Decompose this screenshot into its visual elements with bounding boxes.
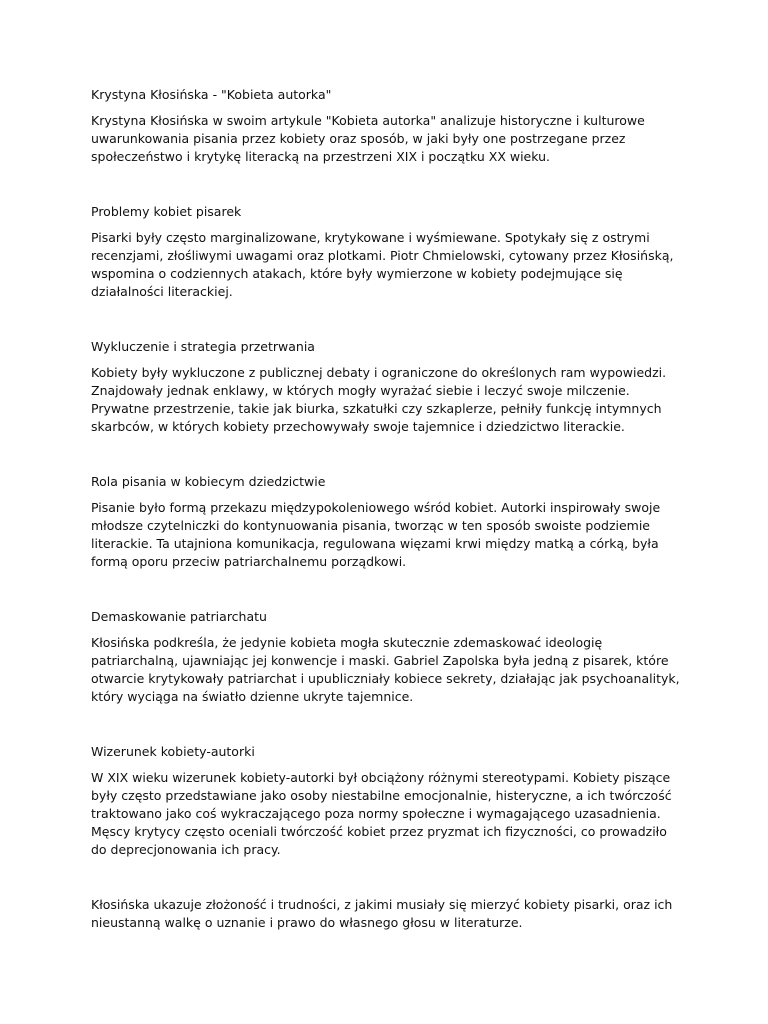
section-paragraph: Kłosińska podkreśla, że jedynie kobieta mogła skutecznie zdemaskować ideologię patriarchalną, ujawniając jej konwencje i maski. Gabriel Zapolska była jedną z pisarek, które otwarcie krytykowały patriarchat i upubliczniały kobiece sekrety, działając jak psychoanalityk, który wyciąga na światło dzienne ukryte tajemnice. xyxy=(91,635,680,704)
section-heading: Demaskowanie patriarchatu xyxy=(91,609,267,624)
document-page xyxy=(91,86,681,932)
section-conclusion xyxy=(91,896,681,932)
section-demaskowanie xyxy=(91,608,681,706)
section-paragraph: W XIX wieku wizerunek kobiety-autorki był obciążony różnymi stereotypami. Kobiety piszące były często przedstawiane jako osoby niestabilne emocjonalnie, histeryczne, a ich twórczość traktowano jako coś wykraczającego poza normy społeczne i wymagającego uzasadnienia. Męscy krytycy często oceniali twórczość kobiet przez pryzmat ich fizyczności, co prowadziło do deprecjonowania ich pracy. xyxy=(91,770,672,857)
section-heading: Rola pisania w kobiecym dziedzictwie xyxy=(91,474,326,489)
section-paragraph: Kobiety były wykluczone z publicznej debaty i ograniczone do określonych ram wypowiedzi. Znajdowały jednak enklawy, w których mogły wyrażać siebie i leczyć swoje milczenie. Prywatne przestrzenie, takie jak biurka, szkatułki czy szkaplerze, pełniły funkcję intymnych skarbców, w których kobiety przechowywały swoje tajemnice i dziedzictwo literackie. xyxy=(91,365,667,434)
section-paragraph: Pisanie było formą przekazu międzypokoleniowego wśród kobiet. Autorki inspirowały swoje młodsze czytelniczki do kontynuowania pisania, tworząc w ten sposób swoiste podziemie literackie. Ta utajniona komunikacja, regulowana więzami krwi między matką a córką, była formą oporu przeciw patriarchalnemu porządkowi. xyxy=(91,500,661,569)
section-problemy xyxy=(91,203,681,301)
section-heading: Wizerunek kobiety-autorki xyxy=(91,744,255,759)
conclusion-paragraph: Kłosińska ukazuje złożoność i trudności, z jakimi musiały się mierzyć kobiety pisarki, oraz ich nieustanną walkę o uznanie i prawo do własnego głosu w literaturze. xyxy=(91,897,673,930)
section-wykluczenie xyxy=(91,338,681,436)
document-title: Krystyna Kłosińska - "Kobieta autorka" xyxy=(91,87,332,102)
section-wizerunek xyxy=(91,743,681,859)
section-heading: Problemy kobiet pisarek xyxy=(91,204,242,219)
section-paragraph: Pisarki były często marginalizowane, krytykowane i wyśmiewane. Spotykały się z ostrymi recenzjami, złośliwymi uwagami oraz plotkami. Piotr Chmielowski, cytowany przez Kłosińską, wspomina o codziennych atakach, które były wymierzone w kobiety podejmujące się działalności literackiej. xyxy=(91,230,674,299)
section-rola-pisania xyxy=(91,473,681,571)
intro-paragraph: Krystyna Kłosińska w swoim artykule "Kobieta autorka" analizuje historyczne i kulturowe uwarunkowania pisania przez kobiety oraz sposób, w jaki były one postrzegane przez społeczeństwo i krytykę literacką na przestrzeni XIX i początku XX wieku. xyxy=(91,113,645,164)
section-heading: Wykluczenie i strategia przetrwania xyxy=(91,339,315,354)
